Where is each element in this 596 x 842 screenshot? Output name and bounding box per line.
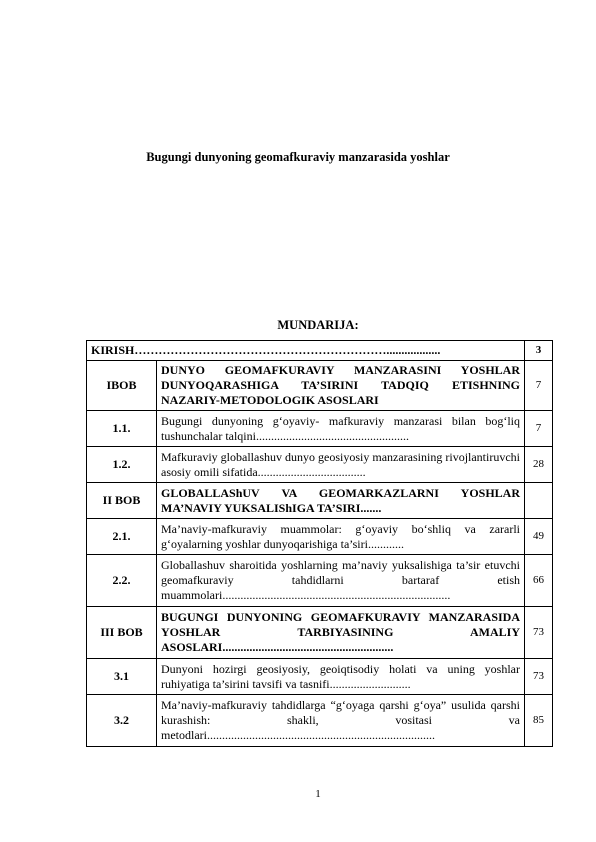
toc-page-number: [525, 483, 553, 519]
toc-section-title: Ma’naviy-mafkuraviy muammolar: g‘oyaviy bo‘shliq va zararli g‘oyalarning yoshlar dunyoqarishiga ta’siri............: [157, 519, 525, 555]
table-of-contents: [86, 340, 553, 747]
toc-page-number: 85: [525, 695, 553, 747]
toc-section-number: 3.1: [87, 659, 157, 695]
toc-section-title: GLOBALLAShUV VA GEOMARKAZLARNI YOSHLAR MA’NAVIY YUKSALIShIGA TA’SIRI.......: [157, 483, 525, 519]
toc-page-number: 3: [525, 341, 553, 361]
toc-section-number: 2.2.: [87, 555, 157, 607]
toc-row-2-2: [87, 555, 553, 607]
toc-section-title: Bugungi dunyoning g‘oyaviy- mafkuraviy manzarasi bilan bog‘liq tushunchalar talqini...................................................: [157, 411, 525, 447]
toc-page-number: 73: [525, 607, 553, 659]
toc-row-1-1: [87, 411, 553, 447]
toc-heading: MUNDARIJA:: [277, 318, 359, 332]
toc-row-3-2: [87, 695, 553, 747]
toc-section-title: BUGUNGI DUNYONING GEOMAFKURAVIY MANZARASIDA YOSHLAR TARBIYASINING AMALIY ASOSLARI.........................................................: [157, 607, 525, 659]
toc-section-title: Mafkuraviy globallashuv dunyo geosiyosiy manzarasining rivojlantiruvchi asosiy omili sifatida....................................: [157, 447, 525, 483]
toc-page-number: 28: [525, 447, 553, 483]
toc-section-number: 2.1.: [87, 519, 157, 555]
toc-row-1-2: [87, 447, 553, 483]
document-title: Bugungi dunyoning geomafkuraviy manzarasida yoshlar: [146, 150, 450, 164]
page-number: 1: [315, 788, 321, 800]
toc-row-chapter-2: [87, 483, 553, 519]
toc-page-number: 7: [525, 361, 553, 411]
toc-row-chapter-3: [87, 607, 553, 659]
toc-section-title: Dunyoni hozirgi geosiyosiy, geoiqtisodiy holati va uning yoshlar ruhiyatiga ta’sirini tavsifi va tasnifi...........................: [157, 659, 525, 695]
toc-row-intro: [87, 341, 553, 361]
toc-section-title: Ma’naviy-mafkuraviy tahdidlarga “g‘oyaga qarshi g‘oya” usulida qarshi kurashish: shakli, vositasi va metodlari............................................................................: [157, 695, 525, 747]
toc-section-number: IBOB: [87, 361, 157, 411]
toc-section-number: 3.2: [87, 695, 157, 747]
toc-section-number: 1.2.: [87, 447, 157, 483]
toc-section-number: II BOB: [87, 483, 157, 519]
toc-page-number: 7: [525, 411, 553, 447]
toc-section-title: DUNYO GEOMAFKURAVIY MANZARASINI YOSHLAR DUNYOQARASHIGA TA’SIRINI TADQIQ ETISHNING NAZARIY-METODOLOGIK ASOSLARI: [157, 361, 525, 411]
toc-row-3-1: [87, 659, 553, 695]
toc-section-number: 1.1.: [87, 411, 157, 447]
toc-page-number: 66: [525, 555, 553, 607]
toc-section-number: III BOB: [87, 607, 157, 659]
toc-section-title: Globallashuv sharoitida yoshlarning ma’naviy yuksalishiga ta’sir etuvchi geomafkuraviy tahdidlarni bartaraf etish muammolari............................................................................: [157, 555, 525, 607]
toc-page-number: 73: [525, 659, 553, 695]
toc-intro-text: KIRISH………………………………………………………..................: [87, 341, 525, 361]
toc-row-2-1: [87, 519, 553, 555]
toc-page-number: 49: [525, 519, 553, 555]
toc-row-chapter-1: [87, 361, 553, 411]
